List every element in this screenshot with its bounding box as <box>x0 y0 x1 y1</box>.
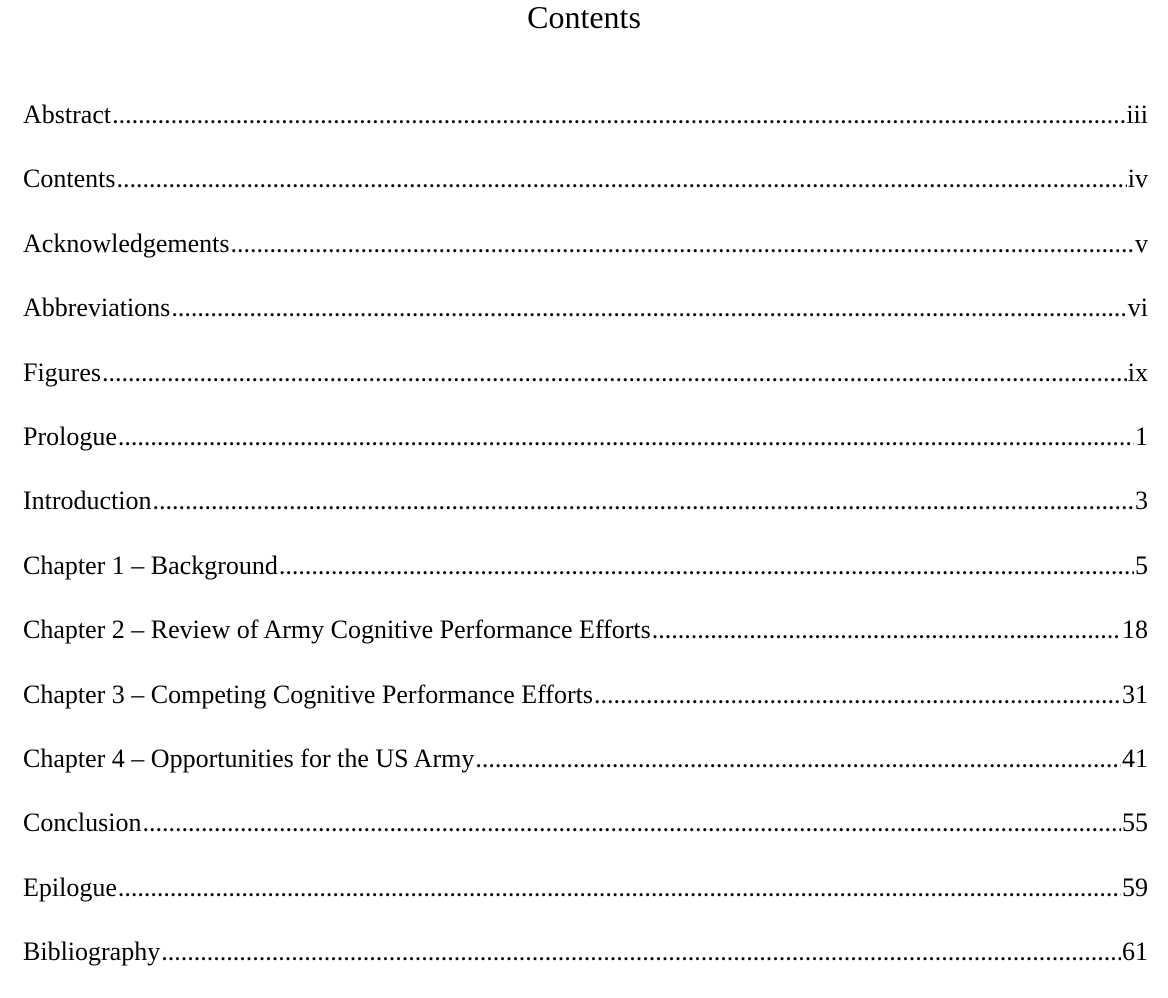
dot-leader <box>231 226 1134 262</box>
toc-entry-contents[interactable] <box>23 161 1148 225</box>
toc-entry-introduction[interactable] <box>23 483 1148 547</box>
toc-entry-title: Contents <box>23 164 116 194</box>
dot-leader <box>652 612 1121 648</box>
toc-entry-title: Abbreviations <box>23 293 171 323</box>
toc-entry-page: 3 <box>1135 486 1148 516</box>
toc-entry-conclusion[interactable] <box>23 805 1148 869</box>
dot-leader <box>116 161 1126 197</box>
toc-entry-abstract[interactable] <box>23 97 1148 161</box>
dot-leader <box>118 870 1121 906</box>
toc-entry-page: 5 <box>1135 550 1148 580</box>
dot-leader <box>102 355 1127 391</box>
toc-entry-title: Chapter 3 – Competing Cognitive Performance Efforts <box>23 679 593 709</box>
toc-entry-chapter-2[interactable] <box>23 612 1148 676</box>
toc-entry-page: 41 <box>1122 743 1148 773</box>
toc-entry-title: Abstract <box>23 100 112 129</box>
toc-entry-page: ix <box>1127 357 1148 387</box>
toc-entry-title: Figures <box>23 357 101 387</box>
dot-leader <box>475 741 1121 777</box>
dot-leader <box>594 677 1121 713</box>
dot-leader <box>153 483 1134 519</box>
toc-entry-chapter-4[interactable] <box>23 741 1148 805</box>
toc-entry-prologue[interactable] <box>23 419 1148 483</box>
toc-entry-abbreviations[interactable] <box>23 290 1148 354</box>
toc-entry-chapter-3[interactable] <box>23 677 1148 741</box>
toc-entry-title: Bibliography <box>23 937 161 967</box>
toc-entry-epilogue[interactable] <box>23 870 1148 934</box>
table-of-contents <box>23 97 1148 998</box>
toc-entry-title: Chapter 1 – Background <box>23 550 278 580</box>
toc-entry-acknowledgements[interactable] <box>23 226 1148 290</box>
dot-leader <box>118 419 1134 455</box>
toc-entry-page: iv <box>1127 164 1148 194</box>
toc-entry-page: 55 <box>1122 808 1148 838</box>
toc-entry-page: vi <box>1127 293 1148 323</box>
dot-leader <box>112 97 1125 133</box>
dot-leader <box>142 805 1121 841</box>
toc-entry-page: 1 <box>1135 421 1148 451</box>
toc-entry-bibliography[interactable] <box>23 934 1148 998</box>
toc-entry-figures[interactable] <box>23 355 1148 419</box>
page-title: Contents <box>527 0 641 35</box>
toc-entry-title: Introduction <box>23 486 152 516</box>
toc-entry-title: Epilogue <box>23 872 117 902</box>
toc-entry-title: Prologue <box>23 421 117 451</box>
toc-entry-page: 31 <box>1122 679 1148 709</box>
toc-entry-page: 61 <box>1122 937 1148 967</box>
dot-leader <box>161 934 1121 970</box>
toc-entry-page: iii <box>1126 100 1148 129</box>
toc-entry-title: Acknowledgements <box>23 228 230 258</box>
dot-leader <box>279 548 1134 584</box>
toc-entry-title: Conclusion <box>23 808 142 838</box>
toc-entry-title: Chapter 2 – Review of Army Cognitive Performance Efforts <box>23 615 651 645</box>
toc-entry-chapter-1[interactable] <box>23 548 1148 612</box>
toc-entry-page: v <box>1135 228 1148 258</box>
toc-entry-title: Chapter 4 – Opportunities for the US Army <box>23 743 475 773</box>
toc-entry-page: 59 <box>1122 872 1148 902</box>
dot-leader <box>171 290 1126 326</box>
toc-entry-page: 18 <box>1122 615 1148 645</box>
